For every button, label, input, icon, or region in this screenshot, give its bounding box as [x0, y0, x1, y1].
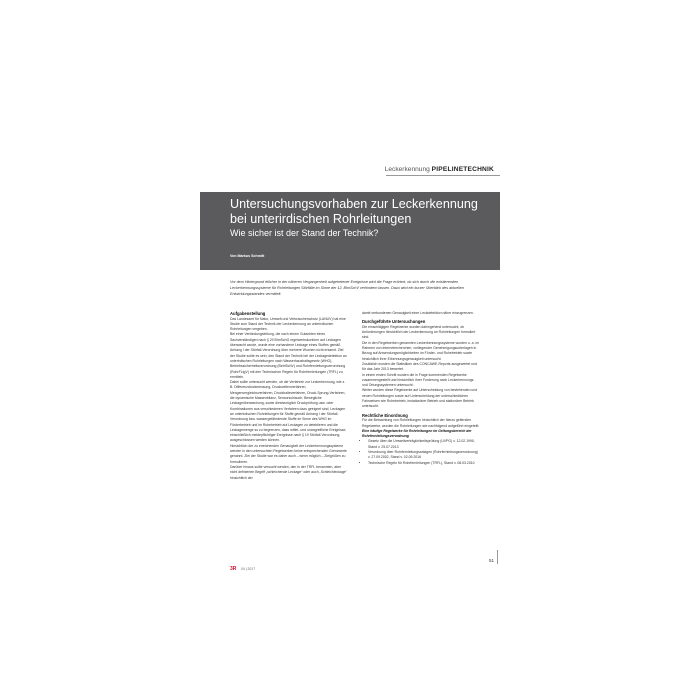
left-column	[230, 311, 348, 481]
body-paragraph: Die einschlägigen Regelwerke wurden dahingehend untersucht, ob Anforderungen hinsichtlich der Leckerkennung an Rohrleitungen formuliert sind.	[362, 324, 476, 340]
lead-paragraph: Vor dem Hintergrund etlicher in der näheren Vergangenheit aufgetretener Ereignisse wird die Frage erörtert, ob sich durch die existierenden Leckerkennungssysteme für Rohrleitungen Störfälle im Sinne der 12. BImSchV verhindern lassen. Dazu wird ein kurzer Überblick des aktuellen Entwicklungsstandes vermittelt.	[230, 280, 464, 296]
page-number: 51	[488, 558, 494, 563]
page-number-rule	[497, 550, 498, 564]
heading-durchgefuehrte-untersuchungen: Durchgeführte Untersuchungen	[362, 319, 426, 325]
issue-date: 04 | 2017	[241, 567, 256, 571]
body-paragraph: Darüber hinaus sollte versucht werden, den in der TRFL benannten, aber nicht definierten Begriff „schleichende Leckage“ oder auch „Schleichleckage“ hinsichtlich der	[230, 464, 347, 480]
header-rule	[386, 175, 500, 176]
header-section: PIPELINETECHNIK	[431, 166, 494, 173]
body-paragraph: Hinsichtlich der zu erreichenden Genauigkeit der Leckerkennungssysteme werden in den untersuchten Regelwerken keine entsprechenden Grenzwerte genannt. Ziel der Studie war es daher auch – wenn möglich – Zielgrößen zu formulieren.	[230, 443, 347, 464]
header-category: Leckerkennung	[384, 166, 430, 173]
article-subtitle: Wie sicher ist der Stand der Technik?	[230, 228, 379, 238]
body-paragraph: Zusätzlich wurden die Statistiken des CONCAWE-Reports ausgewertet und für das Jahr 2013 bewertet.	[362, 361, 477, 372]
body-paragraph: damit verbundenen Genauigkeit einer Leckdetektion näher einzugrenzen.	[362, 311, 474, 315]
article-title: Untersuchungsvorhaben zur Leckerkennung bei unterirdischen Rohrleitungen	[230, 197, 478, 226]
title-banner	[200, 192, 500, 270]
body-paragraph: Die in den Regelwerken genannten Leckerkennungssysteme wurden u. a. im Rahmen von Internetrecherchen, vorliegender Genehmigungsunterlagen in Bezug auf Anwendungsmöglichkeiten im Förder- und Ruhebetrieb sowie hinsichtlich ihrer Erkennungsgenauigkeit untersucht.	[362, 340, 480, 361]
magazine-page	[200, 130, 500, 582]
regulation-list	[362, 439, 480, 465]
body-paragraph: Für die Betrachtung von Rohrleitungen hinsichtlich der hierzu geltenden Regelwerke, wurden die Rohrleitungen wie nachfolgend aufgeführt eingeteilt:	[362, 418, 480, 428]
heading-rechtliche-einordnung: Rechtliche Einordnung	[362, 412, 408, 418]
body-paragraph: Weiter wurden diese Regelwerke auf Unterscheidung von bestehenden und neuen Rohrleitungen sowie auf Unterscheidung der unterschiedlichen Fahrweisen wie Ruhebetrieb, instationärer Betrieb und stationärer Betrieb untersucht.	[362, 388, 478, 409]
body-paragraph: Dabei sollte untersucht werden, ob die Verfahren zur Leckerkennung, wie z. B. Differenzdruckmessung, Druckwellenverfahren, Mengenvergleichsverfahren, Druckhalteverfahren, Druck-Sprung-Verfahren, die dynamische Massenbilanz, Sensorschlauch, Bewegliche Leckageüberwachung, sowie diesbezüglich Druckprüfung usw. oder Kombinationen aus verschiedenen Verfahren dazu geeignet sind, Leckagen an unterirdischen Rohrleitungen für Stoffe gemäß Anhang I der Störfall-Verordnung bzw. wassergefährdende Stoffe im Sinne des WHG im Förderbetrieb und im Ruhebetrieb auf Leckagen zu detektieren und die Leckagemenge so zu begrenzen, dass mittel- und unangreifliche Ereignisse, einschließlich meldepflichtiger Ereignisse nach § 19 Störfall-Verordnung, ausgeschlossen werden können.	[230, 380, 347, 443]
right-column	[362, 311, 480, 466]
subheading: Eine häufige Regelwerke für Rohrleitungen im Geltungsbereich der Rohrfernleitungsverordnung	[362, 428, 472, 439]
running-header	[385, 166, 494, 173]
list-item: • Gesetz über die Umweltverträglichkeitsprüfung (UVPG) v. 12.02.1990, Stand v. 25.07.2013	[368, 439, 480, 450]
body-paragraph: Das Landesamt für Natur, Umwelt und Verbraucherschutz (LANUV) hat eine Studie zum Stand der Technik der Leckerkennung an unterirdischen Rohrleitungen vergeben.	[230, 316, 346, 332]
body-paragraph: Bei einer Verbindungsleitung, die nach einem Gutachten eines Sachverständigen nach § 29 BImSchG regelwerkskonform auf Leckagen überwacht wurde, wurde eine vorhandene Leckage eines Stoffes gemäß Anhang I der Störfall-Verordnung über mehrere Wochen nicht erkannt. Ziel der Studie sollte es sein, den Stand der Technik bei der Leckagedetektion an unterirdischen Rohrleitungen nach Wasserhaushaltsgesetz (WHG), Betriebssicherheitsverordnung (BetrSichV) und Rohrfernleitungsverordnung (RohrFLtgV) mit den Technischen Regeln für Rohrfernleitungen (TRFL) zu ermitteln.	[230, 332, 347, 379]
list-item: • Technische Regeln für Rohrfernleitungen (TRFL), Stand v. 08.03.2010	[368, 461, 480, 466]
publisher-logo: 3R	[230, 566, 237, 572]
heading-aufgabenstellung: Aufgabenstellung	[230, 311, 266, 316]
article-author: Von Markus Schmitt	[230, 254, 265, 258]
list-item: • Verordnung über Rohrfernleitungsanlagen (Rohrfernleitungsverordnung) v. 27.09.2002, Stand v. 02.09.2016	[368, 450, 480, 461]
body-paragraph: In einem ersten Schritt wurden die in Frage kommenden Regelwerke zusammengestellt und hinsichtlich ihrer Forderung nach Leckerkennungs- und Ortungssystemen untersucht.	[362, 372, 475, 388]
